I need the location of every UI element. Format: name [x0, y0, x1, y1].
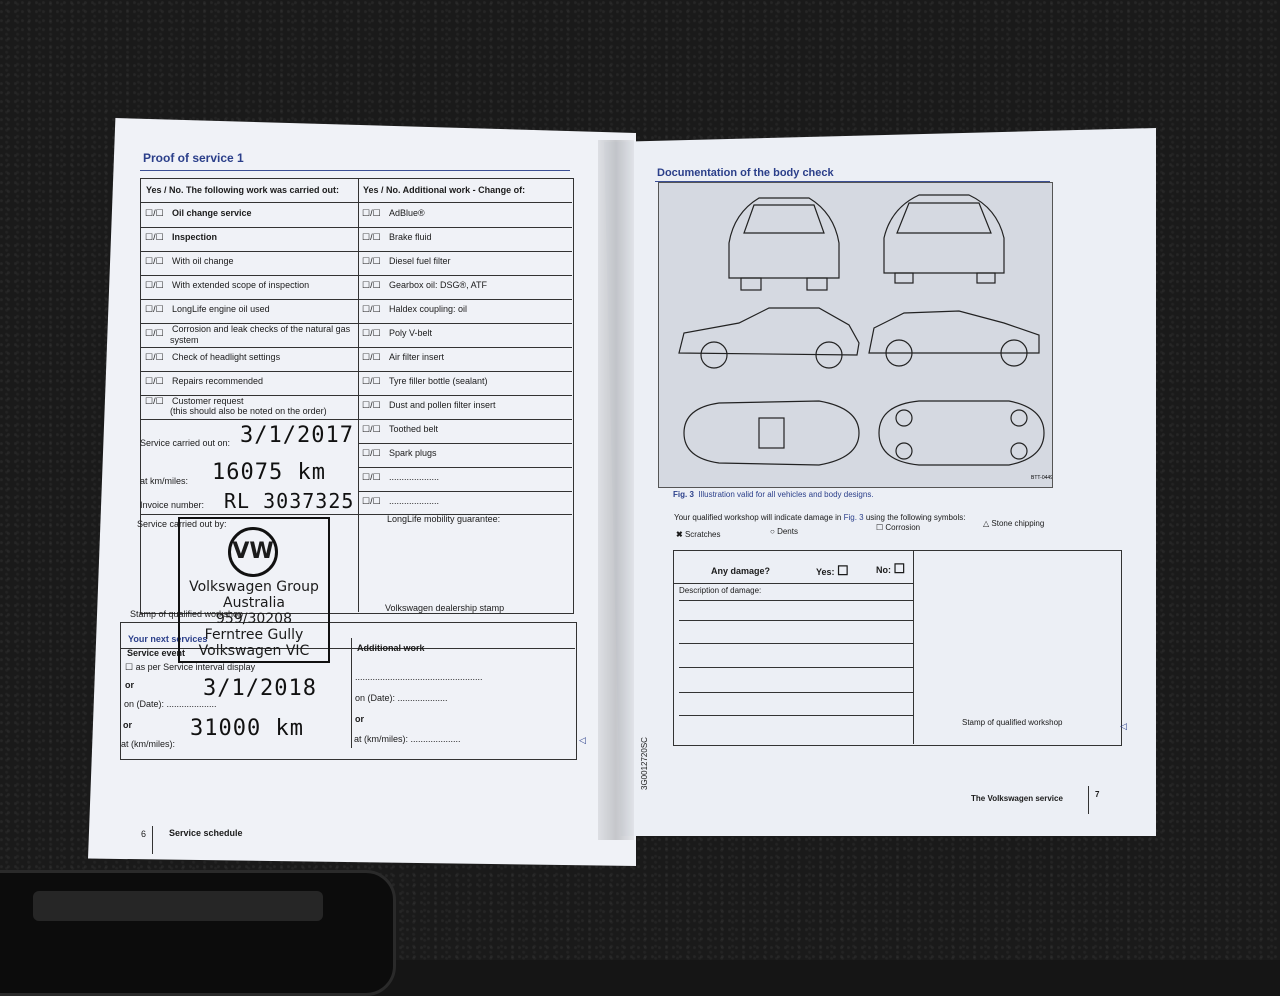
row-line: [140, 323, 572, 324]
image-code: BTT-0449: [1031, 475, 1052, 481]
or-label-2: or: [123, 720, 132, 730]
yes-no-checkbox[interactable]: ☐/☐: [362, 496, 381, 506]
box-divider: [351, 638, 352, 748]
additional-item-label: Toothed belt: [389, 424, 439, 434]
next-km-handwritten: 31000 km: [190, 716, 304, 741]
triangle-marker-icon: ◁: [579, 735, 586, 745]
vw-logo-icon: VW: [228, 527, 278, 577]
yes-no-checkbox[interactable]: ☐/☐: [145, 256, 164, 266]
title-rule: [140, 170, 570, 171]
stamp-line-2: Australia: [223, 595, 285, 611]
row-line: [140, 275, 572, 276]
right-at-km: at (km/miles): ....................: [354, 734, 461, 744]
row-line: [140, 202, 572, 203]
service-by-label: Service carried out by:: [137, 519, 227, 529]
right-page-number: 7: [1095, 790, 1100, 799]
work-item-label: (this should also be noted on the order): [170, 406, 327, 416]
row-line: [140, 371, 572, 372]
footer-rule: [1088, 786, 1089, 814]
next-date-label: on (Date): ....................: [124, 699, 217, 709]
row-line: [358, 491, 572, 492]
body-check-illustration: [658, 182, 1053, 488]
triangle-marker-icon-right: ◁: [1120, 721, 1127, 731]
km-handwritten: 16075 km: [212, 460, 326, 485]
stamp-line-4: Ferntree Gully: [204, 627, 304, 643]
next-services-title: Your next services: [128, 634, 208, 644]
work-item-label: Check of headlight settings: [172, 352, 281, 362]
work-item-label: system: [170, 335, 199, 345]
yes-no-checkbox[interactable]: ☐/☐: [362, 400, 381, 410]
damage-box: [673, 550, 1122, 746]
no-label: No: ☐: [876, 561, 906, 576]
right-footer-text: The Volkswagen service: [971, 794, 1063, 803]
work-item-label: Inspection: [172, 232, 218, 242]
work-item-label: With oil change: [172, 256, 234, 266]
row-line: [140, 251, 572, 252]
symbol-dents: ○ Dents: [770, 527, 798, 536]
as-per-display-option: ☐ as per Service interval display: [125, 662, 256, 672]
service-date-label: Service carried out on:: [140, 438, 231, 448]
symbol-stone-chipping: △ Stone chipping: [983, 519, 1045, 528]
additional-item-label: ....................: [389, 472, 440, 482]
right-page-title: Documentation of the body check: [657, 167, 834, 179]
work-item-label: Customer request: [172, 396, 244, 406]
work-item-label: Corrosion and leak checks of the natural gas: [172, 324, 351, 334]
right-stamp-label: Stamp of qualified workshop: [962, 718, 1063, 727]
yes-no-checkbox[interactable]: ☐/☐: [362, 352, 381, 362]
description-line: [679, 620, 913, 621]
stamp-label: Stamp of qualified workshop: [130, 609, 244, 619]
additional-item-label: ....................: [389, 496, 440, 506]
row-line: [140, 299, 572, 300]
service-event-label: Service event: [127, 648, 186, 658]
row-line: [358, 467, 572, 468]
dealer-stamp: [178, 517, 330, 663]
description-line: [679, 667, 913, 668]
additional-item-label: AdBlue®: [389, 208, 425, 218]
yes-no-checkbox[interactable]: ☐/☐: [362, 328, 381, 338]
yes-no-checkbox[interactable]: ☐/☐: [145, 232, 164, 242]
left-page-number: 6: [141, 829, 147, 839]
row-line: [140, 227, 572, 228]
work-item-label: Repairs recommended: [172, 376, 264, 386]
description-line: [679, 600, 913, 601]
symbol-corrosion: ☐ Corrosion: [876, 523, 921, 532]
row-line: [358, 443, 572, 444]
yes-label: Yes: ☐: [816, 563, 849, 578]
left-page-title: Proof of service 1: [143, 151, 244, 165]
or-label: or: [125, 680, 134, 690]
stamp-line-5: Volkswagen VIC: [198, 643, 310, 659]
invoice-handwritten: RL 3037325: [224, 489, 355, 513]
yes-no-checkbox[interactable]: ☐/☐: [362, 424, 381, 434]
symbol-scratches: ✖ Scratches: [676, 530, 721, 539]
right-or: or: [355, 714, 364, 724]
description-line: [679, 692, 913, 693]
yes-no-checkbox[interactable]: ☐/☐: [362, 256, 381, 266]
row-line: [140, 347, 572, 348]
longlife-label: LongLife mobility guarantee:: [387, 514, 501, 524]
yes-no-checkbox[interactable]: ☐/☐: [145, 352, 164, 362]
service-date-handwritten: 3/1/2017: [240, 423, 354, 448]
description-line: [679, 715, 913, 716]
yes-no-checkbox[interactable]: ☐/☐: [362, 472, 381, 482]
yes-no-checkbox[interactable]: ☐/☐: [145, 304, 164, 314]
yes-no-checkbox[interactable]: ☐/☐: [362, 448, 381, 458]
additional-item-label: Diesel fuel filter: [389, 256, 451, 266]
yes-no-checkbox[interactable]: ☐/☐: [362, 376, 381, 386]
yes-no-checkbox[interactable]: ☐/☐: [362, 208, 381, 218]
yes-no-checkbox[interactable]: ☐/☐: [145, 208, 164, 218]
work-item-label: With extended scope of inspection: [172, 280, 310, 290]
car-diagrams: [659, 183, 1052, 487]
additional-item-label: Tyre filler bottle (sealant): [389, 376, 488, 386]
yes-no-checkbox[interactable]: ☐/☐: [362, 232, 381, 242]
col2-header: Yes / No. Additional work - Change of:: [363, 185, 526, 195]
dealership-stamp-label: Volkswagen dealership stamp: [385, 603, 505, 613]
any-damage-label: Any damage?: [711, 566, 771, 576]
description-label: Description of damage:: [679, 586, 762, 595]
additional-work-label: Additional work: [357, 643, 425, 653]
yes-no-checkbox[interactable]: ☐/☐: [145, 280, 164, 290]
additional-item-label: Air filter insert: [389, 352, 445, 362]
additional-item-label: Dust and pollen filter insert: [389, 400, 496, 410]
additional-item-label: Gearbox oil: DSG®, ATF: [389, 280, 487, 290]
description-line: [679, 643, 913, 644]
floor-mat-clip: [0, 870, 396, 996]
additional-item-label: Haldex coupling: oil: [389, 304, 468, 314]
yes-no-checkbox[interactable]: ☐/☐: [145, 396, 164, 406]
additional-item-label: Brake fluid: [389, 232, 432, 242]
footer-rule: [152, 826, 153, 854]
row-line: [673, 583, 913, 584]
damage-divider: [913, 550, 914, 744]
additional-item-label: Spark plugs: [389, 448, 437, 458]
row-line: [140, 419, 572, 420]
km-label: at km/miles:: [140, 476, 189, 486]
dotted-line: ...................................................: [355, 672, 483, 682]
booklet-spine: [598, 140, 634, 840]
next-km-label: at (km/miles):: [121, 739, 175, 749]
next-date-handwritten: 3/1/2018: [203, 676, 317, 701]
yes-no-checkbox[interactable]: ☐/☐: [145, 376, 164, 386]
col1-header: Yes / No. The following work was carried out:: [146, 185, 340, 195]
work-item-label: LongLife engine oil used: [172, 304, 270, 314]
row-line: [140, 514, 572, 515]
additional-item-label: Poly V-belt: [389, 328, 433, 338]
side-code: 3G0012720SC: [640, 737, 649, 790]
stamp-line-1: Volkswagen Group: [189, 579, 319, 595]
row-line: [140, 395, 572, 396]
figure-caption: Fig. 3 Illustration valid for all vehicles and body designs.: [673, 490, 874, 499]
yes-no-checkbox[interactable]: ☐/☐: [145, 328, 164, 338]
work-item-label: Oil change service: [172, 208, 252, 218]
left-footer-text: Service schedule: [169, 828, 243, 838]
right-on-date: on (Date): ....................: [355, 693, 448, 703]
invoice-label: Invoice number:: [140, 500, 205, 510]
yes-no-checkbox[interactable]: ☐/☐: [362, 304, 381, 314]
yes-no-checkbox[interactable]: ☐/☐: [362, 280, 381, 290]
stamp-line-3: 959/30208: [216, 611, 292, 627]
instruction-line: Your qualified workshop will indicate damage in Fig. 3 using the following symbols:: [674, 513, 966, 522]
